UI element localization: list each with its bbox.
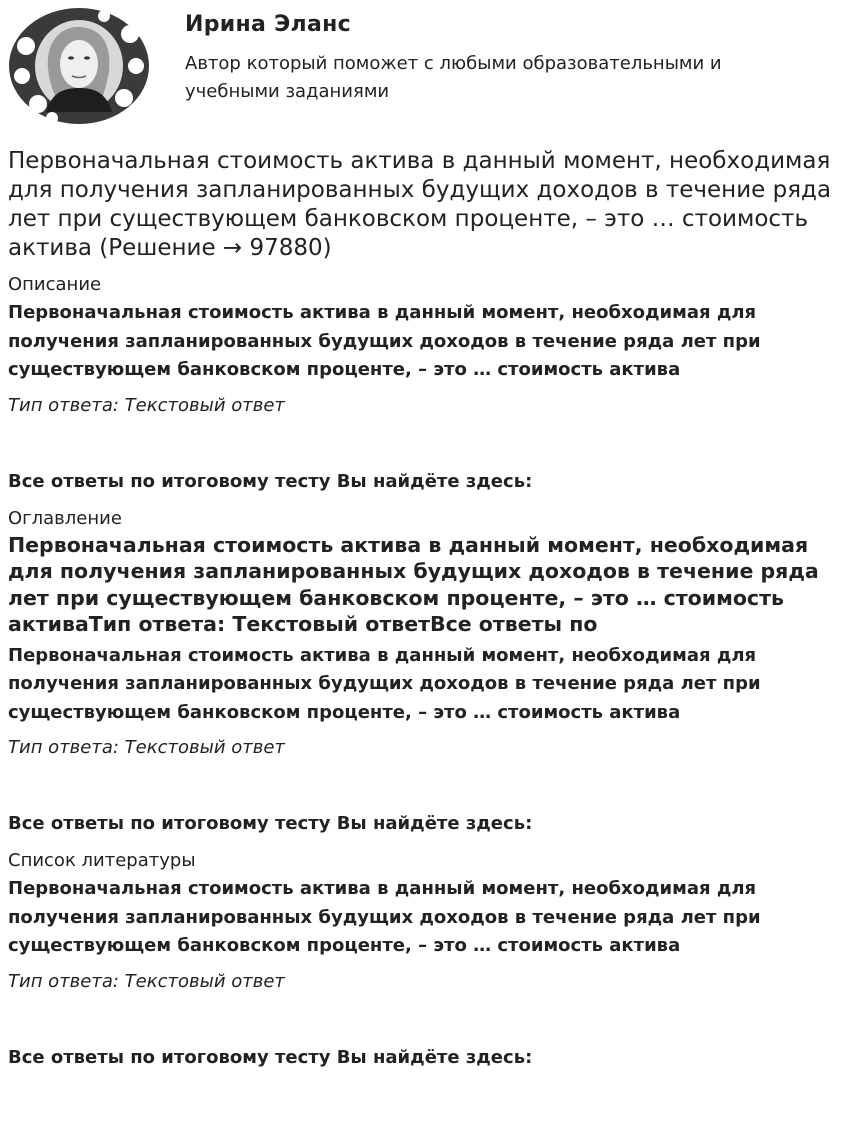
author-avatar: [8, 6, 150, 126]
toc-answer-type: Тип ответа: Текстовый ответ: [8, 737, 285, 758]
toc-heading: Первоначальная стоимость актива в данный момент, необходимая для получения запланированных будущих доходов в течение ряда лет при существующем банковском проценте, – это … стоимость активаТип ответа: Текстовый ответВсе ответы по: [8, 532, 819, 636]
description-all-answers: Все ответы по итоговому тесту Вы найдёте здесь:: [8, 470, 533, 492]
literature-all-answers: Все ответы по итоговому тесту Вы найдёте здесь:: [8, 1046, 533, 1068]
description-question: Первоначальная стоимость актива в данный момент, необходимая для получения запланированных будущих доходов в течение ряда лет при существующем банковском проценте, – это … стоимость актива: [8, 302, 761, 380]
description-answer-type: Тип ответа: Текстовый ответ: [8, 394, 285, 416]
page-title: Первоначальная стоимость актива в данный момент, необходимая для получения запланированных будущих доходов в течение ряда лет при существующем банковском проценте, – это … стоимость актива (Решение → 97880): [8, 148, 832, 261]
description-section: [8, 273, 838, 494]
literature-section: [8, 849, 838, 1070]
author-header: [0, 0, 847, 130]
section-label-toc: Оглавление: [8, 507, 122, 529]
author-name: Ирина Эланс: [185, 12, 351, 37]
toc-section: [8, 507, 838, 837]
literature-question: Первоначальная стоимость актива в данный момент, необходимая для получения запланированных будущих доходов в течение ряда лет при существующем банковском проценте, – это … стоимость актива: [8, 878, 761, 956]
literature-answer-type: Тип ответа: Текстовый ответ: [8, 970, 285, 992]
author-description: Автор который поможет с любыми образовательными и учебными заданиями: [185, 53, 722, 102]
section-label-literature: Список литературы: [8, 850, 196, 871]
main-content: [8, 147, 838, 1070]
section-label-description: Описание: [8, 274, 102, 295]
toc-question: Первоначальная стоимость актива в данный момент, необходимая для получения запланированных будущих доходов в течение ряда лет при существующем банковском проценте, – это … стоимость актива: [8, 644, 761, 723]
toc-all-answers: Все ответы по итоговому тесту Вы найдёте здесь:: [8, 813, 533, 834]
